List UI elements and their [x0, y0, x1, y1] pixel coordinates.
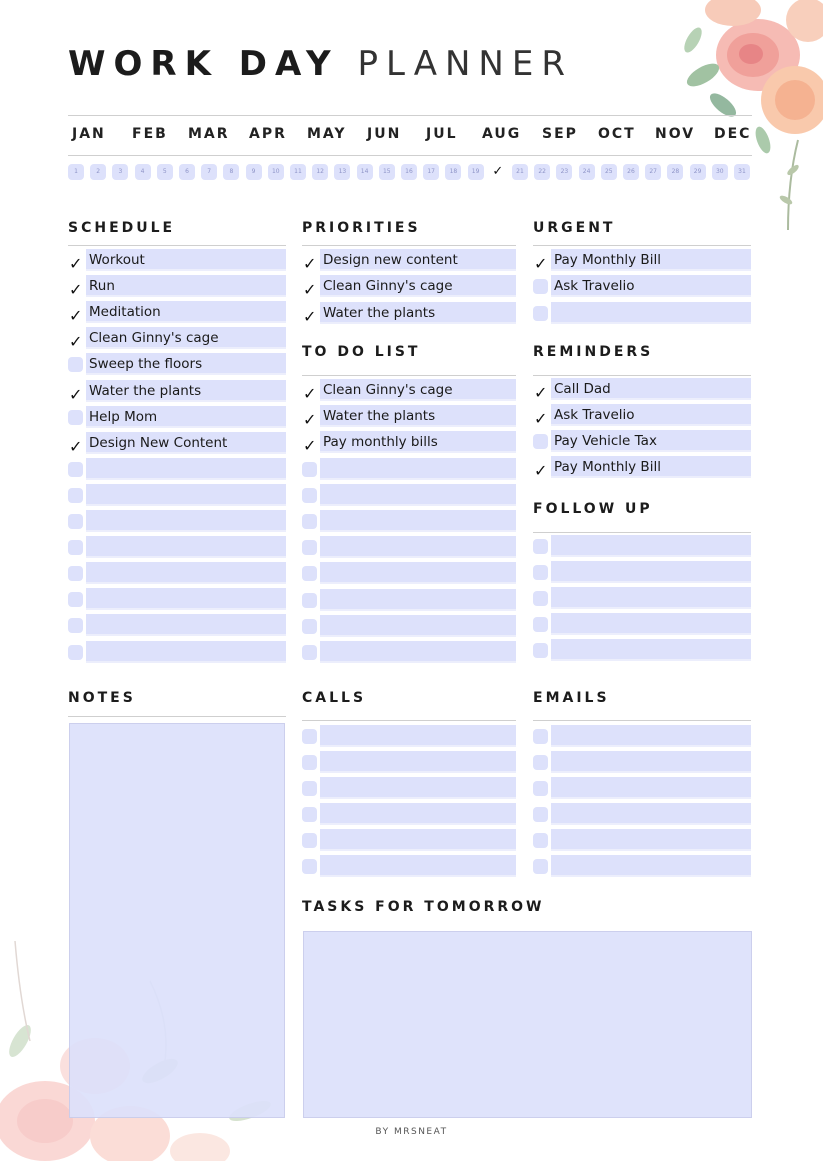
emails-checkbox[interactable]: [533, 729, 548, 744]
schedule-checkbox[interactable]: [68, 384, 83, 404]
reminders-title: REMINDERS: [533, 344, 654, 360]
schedule-checkbox[interactable]: [68, 253, 83, 273]
followup-rule: [533, 532, 751, 533]
emails-title: EMAILS: [533, 690, 610, 706]
title-divider: [68, 115, 752, 116]
todo-row: [302, 510, 516, 534]
day-31[interactable]: 31: [734, 164, 750, 180]
priorities-rule: [302, 245, 516, 246]
schedule-row: [68, 536, 286, 560]
schedule-item-label: Help Mom: [89, 408, 158, 425]
todo-field[interactable]: [320, 615, 516, 637]
emails-row: [533, 803, 751, 827]
todo-checkbox[interactable]: [302, 619, 317, 634]
urgent-checkbox[interactable]: [533, 253, 548, 273]
todo-checkbox[interactable]: [302, 435, 317, 456]
schedule-checkbox[interactable]: [68, 618, 83, 633]
emails-field[interactable]: [551, 777, 751, 799]
emails-field[interactable]: [551, 725, 751, 747]
day-selector: [68, 164, 752, 180]
todo-field[interactable]: [320, 562, 516, 584]
todo-field[interactable]: [320, 536, 516, 558]
check-icon: ✓: [69, 254, 83, 273]
month-jan[interactable]: JAN: [72, 126, 106, 142]
schedule-checkbox[interactable]: [68, 357, 83, 372]
day-1[interactable]: 1: [68, 164, 84, 180]
schedule-row: [68, 588, 286, 612]
urgent-item-label: Ask Travelio: [554, 278, 635, 295]
calls-field[interactable]: [320, 725, 516, 747]
month-feb[interactable]: FEB: [132, 126, 168, 142]
emails-row: [533, 725, 751, 749]
todo-item-label: Water the plants: [323, 408, 436, 425]
schedule-row: [68, 406, 286, 430]
schedule-field[interactable]: [86, 484, 286, 506]
month-mar[interactable]: MAR: [188, 126, 230, 142]
schedule-item-label: Sweep the floors: [89, 356, 203, 373]
followup-checkbox[interactable]: [533, 591, 548, 606]
followup-checkbox[interactable]: [533, 617, 548, 632]
urgent-row: [533, 249, 751, 273]
followup-checkbox[interactable]: [533, 565, 548, 580]
schedule-row: [68, 458, 286, 482]
check-icon: ✓: [303, 306, 317, 326]
month-dec[interactable]: DEC: [714, 126, 752, 142]
priorities-title: PRIORITIES: [302, 220, 421, 236]
calls-row: [302, 829, 516, 853]
check-icon: ✓: [303, 280, 317, 300]
schedule-checkbox[interactable]: [68, 514, 83, 529]
day-24[interactable]: 24: [579, 164, 595, 180]
calls-checkbox[interactable]: [302, 859, 317, 874]
followup-checkbox[interactable]: [533, 539, 548, 554]
page-title: [68, 44, 573, 84]
day-13[interactable]: 13: [334, 164, 350, 180]
check-icon: ✓: [69, 280, 83, 300]
priorities-item-label: Design new content: [323, 252, 458, 268]
day-23[interactable]: 23: [556, 164, 572, 180]
schedule-checkbox[interactable]: [68, 566, 83, 581]
todo-row: [302, 536, 516, 560]
reminders-row: [533, 378, 751, 402]
todo-checkbox[interactable]: [302, 488, 317, 503]
day-7[interactable]: 7: [201, 164, 217, 180]
followup-field[interactable]: [551, 587, 751, 609]
check-icon: ✓: [303, 436, 317, 456]
schedule-checkbox[interactable]: [68, 488, 83, 503]
todo-rule: [302, 375, 516, 376]
todo-field[interactable]: [320, 589, 516, 611]
month-may[interactable]: MAY: [307, 126, 347, 142]
month-divider: [68, 155, 752, 156]
schedule-row: [68, 327, 286, 351]
day-20[interactable]: ✓: [492, 164, 504, 179]
priorities-checkbox[interactable]: [302, 253, 317, 273]
todo-checkbox[interactable]: [302, 593, 317, 608]
schedule-row: [68, 301, 286, 325]
todo-checkbox[interactable]: [302, 462, 317, 477]
urgent-row: [533, 302, 751, 326]
schedule-row: [68, 484, 286, 508]
urgent-item-label: Pay Monthly Bill: [554, 252, 661, 268]
reminders-item-label: Pay Vehicle Tax: [554, 433, 657, 449]
month-aug[interactable]: AUG: [482, 126, 522, 142]
day-11[interactable]: 11: [290, 164, 306, 180]
reminders-row: [533, 404, 751, 428]
calls-checkbox[interactable]: [302, 729, 317, 744]
check-icon: ✓: [534, 254, 548, 273]
title-light: PLANNER: [357, 44, 573, 84]
day-9[interactable]: 9: [246, 164, 262, 180]
followup-field[interactable]: [551, 535, 751, 557]
followup-row: [533, 613, 751, 637]
reminders-row: [533, 456, 751, 480]
day-5[interactable]: 5: [157, 164, 173, 180]
day-2[interactable]: 2: [90, 164, 106, 180]
schedule-checkbox[interactable]: [68, 410, 83, 425]
schedule-row: [68, 275, 286, 299]
calls-field[interactable]: [320, 855, 516, 877]
emails-checkbox[interactable]: [533, 781, 548, 796]
schedule-field[interactable]: [86, 641, 286, 663]
priorities-row: [302, 275, 516, 299]
todo-checkbox[interactable]: [302, 645, 317, 660]
calls-rule: [302, 720, 516, 721]
todo-field[interactable]: [320, 484, 516, 506]
check-icon: ✓: [303, 410, 317, 430]
schedule-row: [68, 249, 286, 273]
tomorrow-title: TASKS FOR TOMORROW: [302, 899, 545, 915]
emails-rule: [533, 720, 751, 721]
priorities-checkbox[interactable]: [302, 279, 317, 300]
calls-row: [302, 855, 516, 879]
schedule-item-label: Meditation: [89, 304, 161, 321]
schedule-row: [68, 432, 286, 456]
day-18[interactable]: 18: [445, 164, 461, 180]
schedule-item-label: Workout: [89, 252, 145, 268]
schedule-row: [68, 353, 286, 377]
schedule-row: [68, 380, 286, 404]
month-jun[interactable]: JUN: [367, 126, 402, 142]
reminders-rule: [533, 375, 751, 376]
todo-checkbox[interactable]: [302, 514, 317, 529]
tasks-tomorrow-area[interactable]: [303, 931, 752, 1118]
schedule-title: SCHEDULE: [68, 220, 176, 236]
calls-field[interactable]: [320, 777, 516, 799]
day-4[interactable]: 4: [135, 164, 151, 180]
todo-item-label: Pay monthly bills: [323, 434, 438, 451]
schedule-field[interactable]: [86, 588, 286, 610]
schedule-checkbox[interactable]: [68, 540, 83, 555]
month-nov[interactable]: NOV: [655, 126, 696, 142]
urgent-rule: [533, 245, 751, 246]
schedule-field[interactable]: [86, 536, 286, 558]
urgent-checkbox[interactable]: [533, 279, 548, 294]
calls-field[interactable]: [320, 829, 516, 851]
todo-field[interactable]: [320, 458, 516, 480]
calls-row: [302, 725, 516, 749]
day-22[interactable]: 22: [534, 164, 550, 180]
footer-credit: BY MRSNEAT: [375, 1127, 448, 1137]
followup-row: [533, 639, 751, 663]
todo-row: [302, 562, 516, 586]
day-26[interactable]: 26: [623, 164, 639, 180]
check-icon: ✓: [303, 384, 317, 403]
schedule-checkbox[interactable]: [68, 305, 83, 326]
calls-field[interactable]: [320, 803, 516, 825]
emails-checkbox[interactable]: [533, 833, 548, 848]
schedule-checkbox[interactable]: [68, 436, 83, 456]
followup-checkbox[interactable]: [533, 643, 548, 658]
check-icon: ✓: [69, 306, 83, 326]
day-15[interactable]: 15: [379, 164, 395, 180]
priorities-item-label: Clean Ginny's cage: [323, 278, 453, 295]
schedule-row: [68, 614, 286, 638]
day-21[interactable]: 21: [512, 164, 528, 180]
reminders-row: [533, 430, 751, 454]
day-14[interactable]: 14: [357, 164, 373, 180]
schedule-field[interactable]: [86, 510, 286, 532]
todo-title: TO DO LIST: [302, 344, 421, 360]
reminders-checkbox[interactable]: [533, 460, 548, 480]
reminders-item-label: Pay Monthly Bill: [554, 459, 661, 475]
check-icon: ✓: [534, 461, 548, 480]
priorities-row: [302, 249, 516, 273]
schedule-checkbox[interactable]: [68, 331, 83, 352]
todo-field[interactable]: [320, 510, 516, 532]
emails-field[interactable]: [551, 803, 751, 825]
reminders-checkbox[interactable]: [533, 382, 548, 402]
todo-item-label: Clean Ginny's cage: [323, 382, 453, 398]
todo-row: [302, 379, 516, 403]
priorities-item-label: Water the plants: [323, 304, 436, 321]
day-6[interactable]: 6: [179, 164, 195, 180]
schedule-item-label: Design New Content: [89, 434, 228, 451]
calls-checkbox[interactable]: [302, 781, 317, 796]
todo-checkbox[interactable]: [302, 566, 317, 581]
schedule-field[interactable]: [86, 275, 286, 297]
day-12[interactable]: 12: [312, 164, 328, 180]
followup-row: [533, 561, 751, 585]
notes-rule: [68, 716, 286, 717]
day-25[interactable]: 25: [601, 164, 617, 180]
check-icon: ✓: [303, 254, 317, 273]
emails-checkbox[interactable]: [533, 755, 548, 770]
day-10[interactable]: 10: [268, 164, 284, 180]
followup-field[interactable]: [551, 561, 751, 583]
emails-row: [533, 777, 751, 801]
reminders-checkbox[interactable]: [533, 408, 548, 428]
emails-row: [533, 855, 751, 879]
day-27[interactable]: 27: [645, 164, 661, 180]
month-sep[interactable]: SEP: [542, 126, 578, 142]
todo-row: [302, 405, 516, 429]
schedule-row: [68, 510, 286, 534]
rose-floral-top-icon: [583, 0, 823, 240]
todo-row: [302, 458, 516, 482]
day-17[interactable]: 17: [423, 164, 439, 180]
priorities-row: [302, 302, 516, 326]
followup-row: [533, 587, 751, 611]
priorities-checkbox[interactable]: [302, 306, 317, 326]
day-3[interactable]: 3: [112, 164, 128, 180]
check-icon: ✓: [69, 332, 83, 352]
todo-row: [302, 615, 516, 639]
schedule-item-label: Water the plants: [89, 382, 202, 399]
todo-row: [302, 589, 516, 613]
urgent-field[interactable]: [551, 302, 751, 324]
urgent-title: URGENT: [533, 220, 616, 236]
emails-row: [533, 829, 751, 853]
schedule-row: [68, 641, 286, 665]
calls-checkbox[interactable]: [302, 755, 317, 770]
reminders-checkbox[interactable]: [533, 434, 548, 449]
month-oct[interactable]: OCT: [598, 126, 636, 142]
followup-field[interactable]: [551, 639, 751, 661]
check-icon: ✓: [534, 409, 548, 428]
schedule-field[interactable]: [86, 458, 286, 480]
month-jul[interactable]: JUL: [426, 126, 458, 142]
calls-row: [302, 803, 516, 827]
day-8[interactable]: 8: [223, 164, 239, 180]
notes-area[interactable]: [69, 723, 285, 1118]
emails-row: [533, 751, 751, 775]
schedule-rule: [68, 245, 286, 246]
schedule-row: [68, 562, 286, 586]
todo-field[interactable]: [320, 641, 516, 663]
day-30[interactable]: 30: [712, 164, 728, 180]
check-icon: ✓: [69, 384, 83, 404]
calls-row: [302, 751, 516, 775]
followup-field[interactable]: [551, 613, 751, 635]
emails-checkbox[interactable]: [533, 807, 548, 822]
schedule-item-label: Run: [89, 278, 115, 295]
calls-checkbox[interactable]: [302, 807, 317, 822]
followup-title: FOLLOW UP: [533, 501, 653, 517]
todo-row: [302, 431, 516, 455]
month-selector: [68, 126, 752, 148]
title-bold: WORK DAY: [68, 44, 339, 84]
emails-field[interactable]: [551, 855, 751, 877]
todo-checkbox[interactable]: [302, 540, 317, 555]
schedule-checkbox[interactable]: [68, 645, 83, 660]
day-28[interactable]: 28: [667, 164, 683, 180]
emails-checkbox[interactable]: [533, 859, 548, 874]
notes-title: NOTES: [68, 690, 136, 706]
schedule-checkbox[interactable]: [68, 592, 83, 607]
urgent-checkbox[interactable]: [533, 306, 548, 321]
urgent-row: [533, 275, 751, 299]
check-icon: ✓: [534, 383, 548, 402]
schedule-field[interactable]: [86, 562, 286, 584]
check-icon: ✓: [69, 436, 83, 456]
calls-row: [302, 777, 516, 801]
todo-checkbox[interactable]: [302, 409, 317, 430]
followup-row: [533, 535, 751, 559]
schedule-item-label: Clean Ginny's cage: [89, 330, 219, 347]
calls-field[interactable]: [320, 751, 516, 773]
emails-field[interactable]: [551, 829, 751, 851]
todo-row: [302, 484, 516, 508]
day-16[interactable]: 16: [401, 164, 417, 180]
emails-field[interactable]: [551, 751, 751, 773]
schedule-checkbox[interactable]: [68, 462, 83, 477]
day-29[interactable]: 29: [690, 164, 706, 180]
day-19[interactable]: 19: [468, 164, 484, 180]
schedule-checkbox[interactable]: [68, 279, 83, 300]
calls-checkbox[interactable]: [302, 833, 317, 848]
calls-title: CALLS: [302, 690, 367, 706]
todo-row: [302, 641, 516, 665]
schedule-field[interactable]: [86, 614, 286, 636]
todo-checkbox[interactable]: [302, 383, 317, 403]
month-apr[interactable]: APR: [249, 126, 287, 142]
reminders-item-label: Call Dad: [554, 381, 611, 397]
reminders-item-label: Ask Travelio: [554, 407, 635, 423]
